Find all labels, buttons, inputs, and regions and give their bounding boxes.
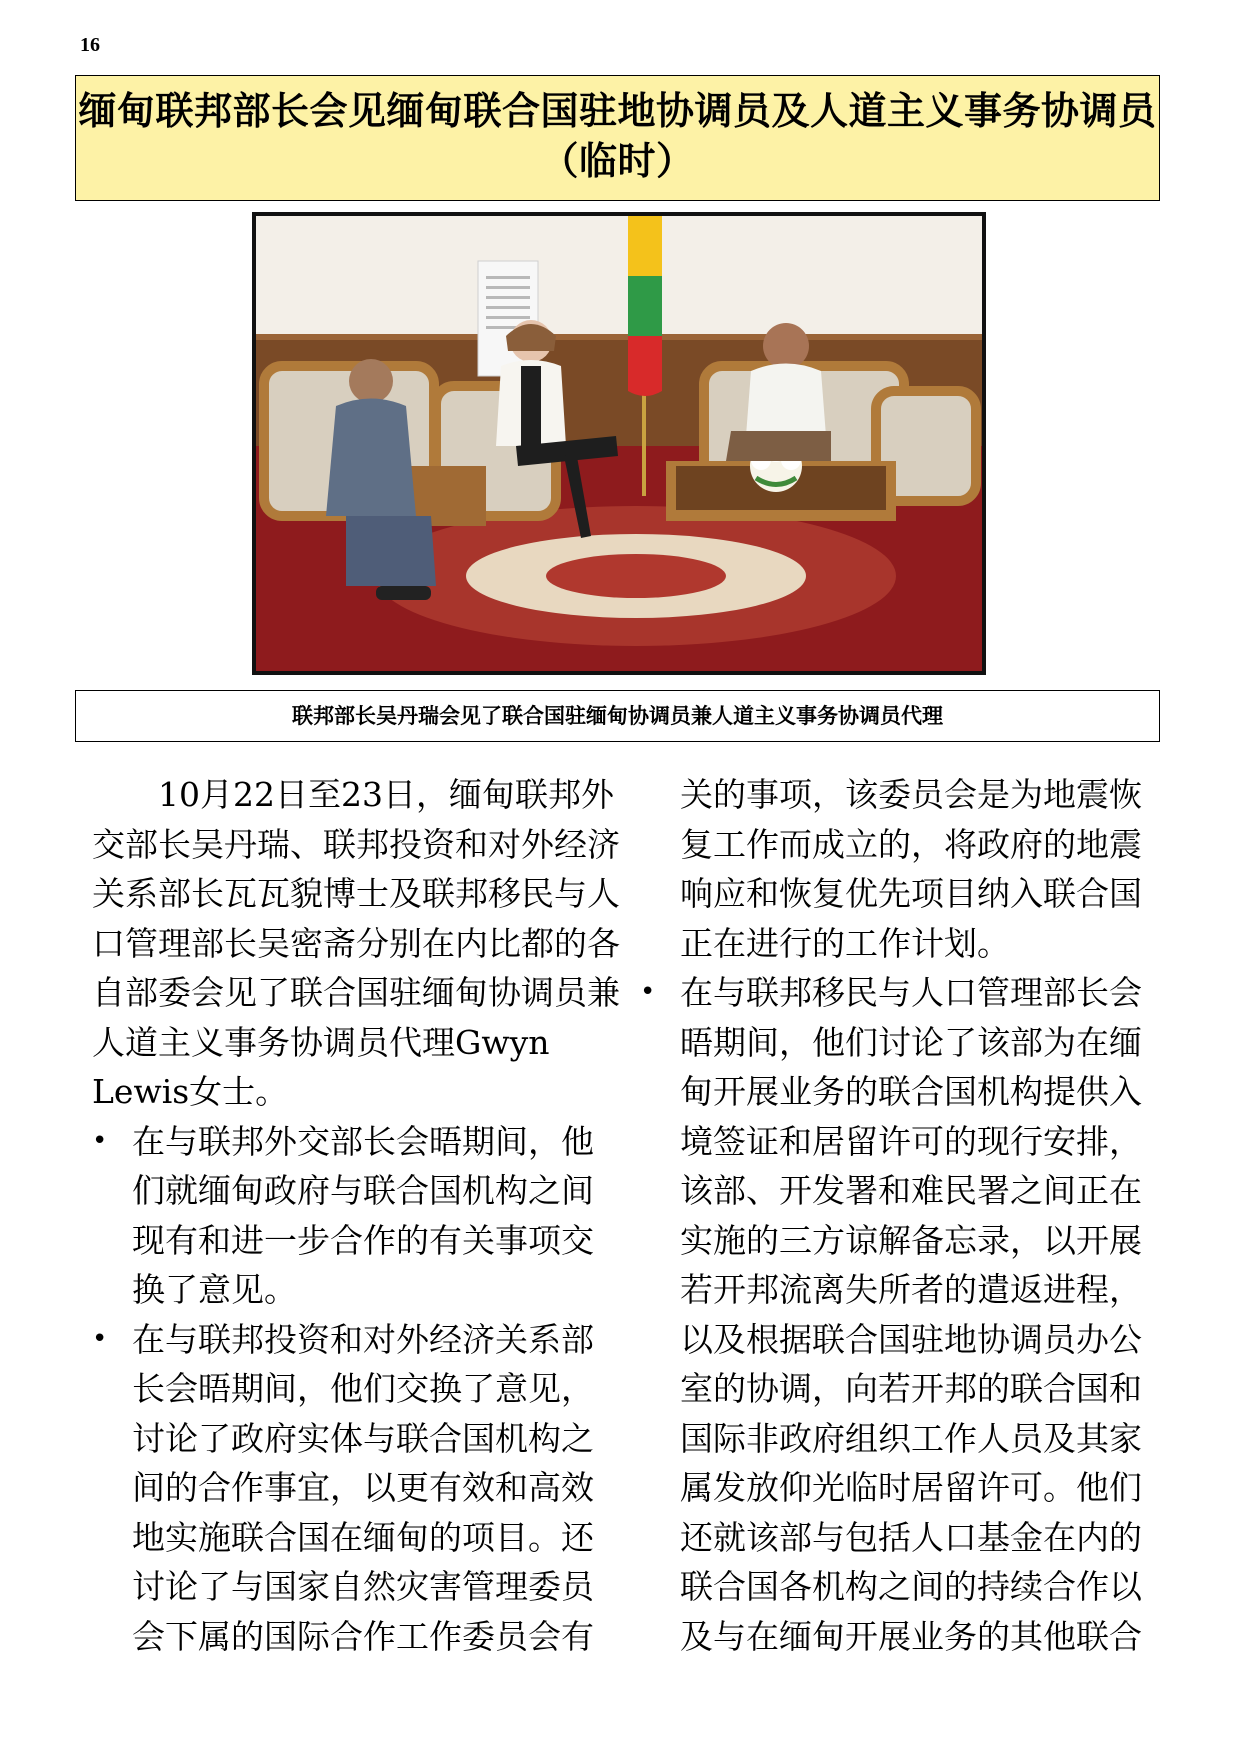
title-banner bbox=[75, 75, 1160, 201]
caption-text: 联邦部长吴丹瑞会见了联合国驻缅甸协调员兼人道主义事务协调员代理 bbox=[292, 704, 943, 728]
article-column-left bbox=[92, 770, 622, 1661]
continued-paragraph: 关的事项，该委员会是为地震恢复工作而成立的，将政府的地震响应和恢复优先项目纳入联合国正在进行的工作计划。 bbox=[680, 775, 1142, 963]
list-item bbox=[640, 968, 1160, 1661]
bullet-icon: • bbox=[92, 1125, 108, 1156]
bullet-icon: • bbox=[640, 977, 656, 1007]
list-item-text: 在与联邦外交部长会晤期间，他们就缅甸政府与联合国机构之间现有和进一步合作的有关事项交换了意见。 bbox=[132, 1121, 594, 1309]
photo-caption bbox=[75, 690, 1160, 742]
meeting-photo bbox=[252, 212, 986, 675]
title-line-2: （临时） bbox=[540, 139, 695, 183]
bullet-icon: • bbox=[92, 1323, 108, 1354]
list-item bbox=[92, 1315, 622, 1662]
meeting-photo-illustration bbox=[256, 216, 982, 671]
list-item-text: 在与联邦移民与人口管理部长会晤期间，他们讨论了该部为在缅甸开展业务的联合国机构提供入境签证和居留许可的现行安排，该部、开发署和难民署之间正在实施的三方谅解备忘录，以开展若开邦流离失所者的遣返进程，以及根据联合国驻地协调员办公室的协调，向若开邦的联合国和国际非政府组织工作人员及其家属发放仰光临时居留许可。他们还就该部与包括人口基金在内的联合国各机构之间的持续合作以及与在缅甸开展业务的其他联合 bbox=[680, 973, 1142, 1656]
bullet-list-right bbox=[640, 968, 1160, 1661]
title-line-1: 缅甸联邦部长会见缅甸联合国驻地协调员及人道主义事务协调员 bbox=[78, 89, 1157, 133]
intro-paragraph: 10月22日至23日，缅甸联邦外交部长吴丹瑞、联邦投资和对外经济关系部长瓦瓦貌博士及联邦移民与人口管理部长吴密斋分别在内比都的各自部委会见了联合国驻缅甸协调员兼人道主义事务协调员代理Gwyn Lewis女士。 bbox=[92, 775, 620, 1111]
list-item bbox=[92, 1117, 622, 1315]
article-column-right bbox=[640, 770, 1160, 1661]
bullet-list-left bbox=[92, 1117, 622, 1662]
list-item-text: 在与联邦投资和对外经济关系部长会晤期间，他们交换了意见，讨论了政府实体与联合国机构之间的合作事宜，以更有效和高效地实施联合国在缅甸的项目。还讨论了与国家自然灾害管理委员会下属的国际合作工作委员会有 bbox=[132, 1319, 594, 1656]
page-number: 16 bbox=[80, 34, 100, 56]
